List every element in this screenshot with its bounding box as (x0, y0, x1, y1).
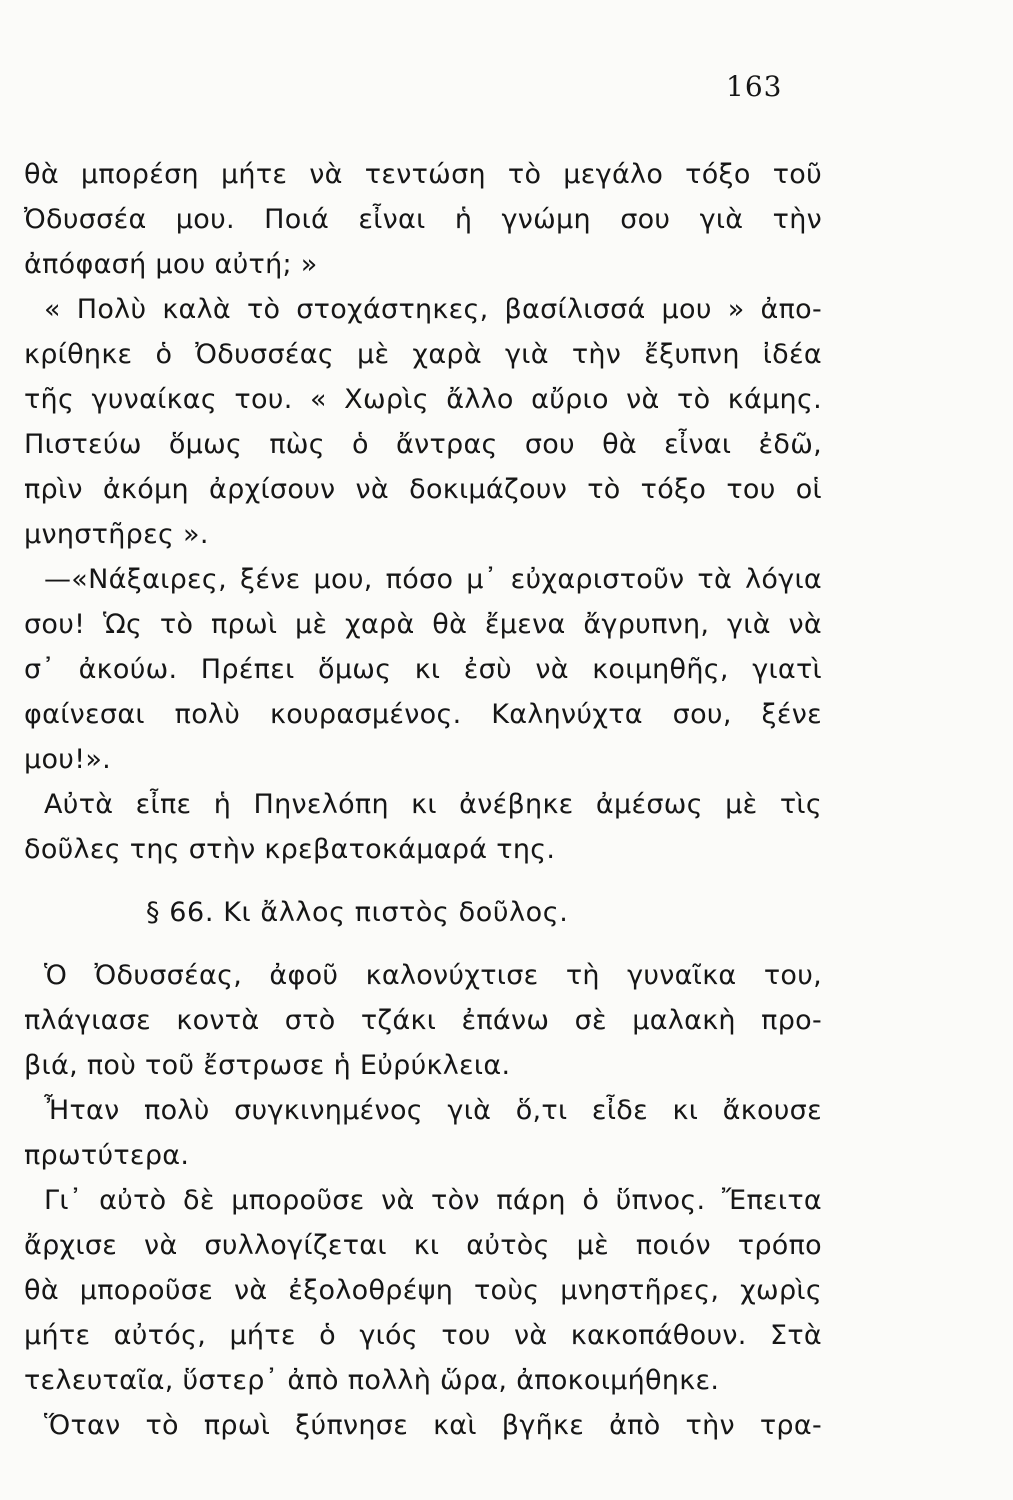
paragraph (24, 1403, 822, 1448)
text-line: τελευταῖα, ὕστερ᾽ ἀπὸ πολλὴ ὥρα, ἀποκοιμήθηκε. (24, 1365, 720, 1396)
text-line: Γι᾽ αὐτὸ δὲ μποροῦσε νὰ τὸν πάρη ὁ ὕπνος. Ἔπειτα (44, 1185, 822, 1216)
text-line: πλάγιασε κοντὰ στὸ τζάκι ἐπάνω σὲ μαλακὴ προ- (24, 1005, 822, 1036)
text-line: ἄρχισε νὰ συλλογίζεται κι αὐτὸς μὲ ποιόν τρόπο (24, 1230, 822, 1261)
text-line: δοῦλες της στὴν κρεβατοκάμαρά της. (24, 834, 556, 865)
text-line: πρωτύτερα. (24, 1140, 190, 1171)
paragraph (24, 953, 822, 1088)
text-line: θὰ μποροῦσε νὰ ἐξολοθρέψη τοὺς μνηστῆρες, χωρὶς (24, 1275, 822, 1306)
paragraph (24, 287, 822, 557)
text-line: Ὀδυσσέα μου. Ποιά εἶναι ἡ γνώμη σου γιὰ τὴν (24, 204, 822, 235)
paragraph (24, 782, 822, 872)
text-line: μου!». (24, 744, 112, 775)
text-line: κρίθηκε ὁ Ὀδυσσέας μὲ χαρὰ γιὰ τὴν ἔξυπνη ἰδέα (24, 339, 822, 370)
text-line: σ᾽ ἀκούω. Πρέπει ὅμως κι ἐσὺ νὰ κοιμηθῆς, γιατὶ (24, 654, 822, 685)
paragraph (24, 557, 822, 782)
text-line: βιά, ποὺ τοῦ ἔστρωσε ἡ Εὐρύκλεια. (24, 1050, 511, 1081)
text-line: θὰ μπορέση μήτε νὰ τεντώση τὸ μεγάλο τόξο τοῦ (24, 159, 822, 190)
paragraph (24, 1178, 822, 1403)
section-heading: § 66. Κι ἄλλος πιστὸς δοῦλος. (146, 897, 569, 928)
page-number: 163 (726, 70, 783, 103)
body-text (24, 152, 822, 1448)
text-line: Ὅταν τὸ πρωὶ ξύπνησε καὶ βγῆκε ἀπὸ τὴν τρα- (44, 1410, 822, 1441)
text-line: μνηστῆρες ». (24, 519, 209, 550)
paragraph (24, 1088, 822, 1178)
paragraph (24, 152, 822, 287)
text-line: σου! Ὡς τὸ πρωὶ μὲ χαρὰ θὰ ἔμενα ἄγρυπνη, γιὰ νὰ (24, 609, 822, 640)
text-line: Πιστεύω ὅμως πὼς ὁ ἄντρας σου θὰ εἶναι ἐδῶ, (24, 429, 822, 460)
text-line: Αὐτὰ εἶπε ἡ Πηνελόπη κι ἀνέβηκε ἀμέσως μὲ τὶς (44, 789, 822, 820)
text-line: —«Νάξαιρες, ξένε μου, πόσο μ᾽ εὐχαριστοῦν τὰ λόγια (44, 564, 822, 595)
text-line: τῆς γυναίκας του. « Χωρὶς ἄλλο αὔριο νὰ τὸ κάμης. (24, 384, 822, 415)
text-line: ἀπόφασή μου αὐτή; » (24, 249, 318, 280)
text-line: Ὁ Ὀδυσσέας, ἀφοῦ καλονύχτισε τὴ γυναῖκα του, (44, 960, 822, 991)
text-line: μήτε αὐτός, μήτε ὁ γιός του νὰ κακοπάθουν. Στὰ (24, 1320, 822, 1351)
text-line: Ἦταν πολὺ συγκινημένος γιὰ ὅ,τι εἶδε κι ἄκουσε (44, 1095, 822, 1126)
text-line: φαίνεσαι πολὺ κουρασμένος. Καληνύχτα σου, ξένε (24, 699, 822, 730)
text-line: πρὶν ἀκόμη ἀρχίσουν νὰ δοκιμάζουν τὸ τόξο του οἱ (24, 474, 822, 505)
text-line: « Πολὺ καλὰ τὸ στοχάστηκες, βασίλισσά μου » ἀπο- (44, 294, 822, 325)
